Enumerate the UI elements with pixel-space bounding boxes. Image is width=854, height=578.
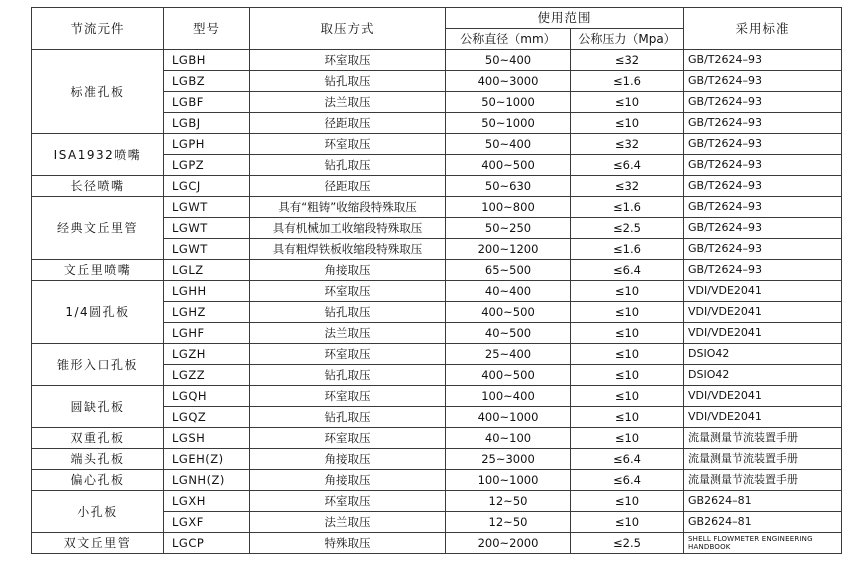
table-row	[32, 470, 842, 491]
model-cell: LGEH(Z)	[164, 449, 250, 470]
diameter-cell: 50~400	[446, 134, 571, 155]
element-name-cell: 文丘里喷嘴	[32, 260, 164, 281]
element-name-cell: 锥形入口孔板	[32, 344, 164, 386]
standard-cell: VDI/VDE2041	[684, 386, 842, 407]
tapping-cell: 径距取压	[250, 176, 446, 197]
pressure-cell: ≤10	[571, 491, 684, 512]
model-cell: LGQZ	[164, 407, 250, 428]
model-cell: LGBF	[164, 92, 250, 113]
tapping-cell: 环室取压	[250, 344, 446, 365]
pressure-cell: ≤6.4	[571, 449, 684, 470]
table-row	[32, 449, 842, 470]
model-cell: LGZZ	[164, 365, 250, 386]
model-cell: LGBH	[164, 50, 250, 71]
pressure-cell: ≤10	[571, 323, 684, 344]
model-cell: LGSH	[164, 428, 250, 449]
tapping-cell: 环室取压	[250, 491, 446, 512]
diameter-cell: 400~500	[446, 365, 571, 386]
model-cell: LGXF	[164, 512, 250, 533]
model-cell: LGHH	[164, 281, 250, 302]
model-cell: LGXH	[164, 491, 250, 512]
diameter-cell: 40~500	[446, 323, 571, 344]
header-diameter: 公称直径（mm）	[446, 29, 571, 50]
diameter-cell: 25~3000	[446, 449, 571, 470]
tapping-cell: 钻孔取压	[250, 71, 446, 92]
standard-cell: GB/T2624–93	[684, 176, 842, 197]
standard-cell: 流量测量节流装置手册	[684, 449, 842, 470]
model-cell: LGZH	[164, 344, 250, 365]
table-row	[32, 533, 842, 554]
standard-cell: GB/T2624–93	[684, 197, 842, 218]
model-cell: LGWT	[164, 197, 250, 218]
standard-cell: VDI/VDE2041	[684, 281, 842, 302]
pressure-cell: ≤2.5	[571, 218, 684, 239]
pressure-cell: ≤1.6	[571, 197, 684, 218]
diameter-cell: 25~400	[446, 344, 571, 365]
pressure-cell: ≤10	[571, 386, 684, 407]
element-name-cell: 双重孔板	[32, 428, 164, 449]
table-row	[32, 134, 842, 155]
model-cell: LGPH	[164, 134, 250, 155]
diameter-cell: 50~630	[446, 176, 571, 197]
standard-cell: VDI/VDE2041	[684, 407, 842, 428]
standard-cell: GB/T2624–93	[684, 113, 842, 134]
tapping-cell: 特殊取压	[250, 533, 446, 554]
diameter-cell: 400~1000	[446, 407, 571, 428]
tapping-cell: 钻孔取压	[250, 155, 446, 176]
diameter-cell: 65~500	[446, 260, 571, 281]
pressure-cell: ≤10	[571, 512, 684, 533]
tapping-cell: 具有粗焊铁板收缩段特殊取压	[250, 239, 446, 260]
element-name-cell: 长径喷嘴	[32, 176, 164, 197]
pressure-cell: ≤32	[571, 176, 684, 197]
standard-cell: GB/T2624–93	[684, 218, 842, 239]
diameter-cell: 100~1000	[446, 470, 571, 491]
table-row	[32, 386, 842, 407]
table-row	[32, 491, 842, 512]
pressure-cell: ≤2.5	[571, 533, 684, 554]
diameter-cell: 200~1200	[446, 239, 571, 260]
standard-cell: GB/T2624–93	[684, 71, 842, 92]
standard-cell: DSIO42	[684, 365, 842, 386]
pressure-cell: ≤10	[571, 302, 684, 323]
tapping-cell: 环室取压	[250, 386, 446, 407]
standard-cell: GB/T2624–93	[684, 134, 842, 155]
diameter-cell: 400~3000	[446, 71, 571, 92]
tapping-cell: 环室取压	[250, 428, 446, 449]
diameter-cell: 50~400	[446, 50, 571, 71]
tapping-cell: 法兰取压	[250, 512, 446, 533]
diameter-cell: 400~500	[446, 302, 571, 323]
tapping-cell: 钻孔取压	[250, 302, 446, 323]
pressure-cell: ≤32	[571, 50, 684, 71]
pressure-cell: ≤6.4	[571, 155, 684, 176]
standard-cell: GB2624–81	[684, 512, 842, 533]
model-cell: LGCJ	[164, 176, 250, 197]
pressure-cell: ≤1.6	[571, 71, 684, 92]
standard-cell: DSIO42	[684, 344, 842, 365]
pressure-cell: ≤1.6	[571, 239, 684, 260]
model-cell: LGCP	[164, 533, 250, 554]
model-cell: LGQH	[164, 386, 250, 407]
standard-cell: GB/T2624–93	[684, 50, 842, 71]
header-row-1	[32, 8, 842, 29]
table-row	[32, 428, 842, 449]
diameter-cell: 40~400	[446, 281, 571, 302]
table-body	[32, 50, 842, 554]
spec-table-container	[31, 7, 842, 554]
pressure-cell: ≤10	[571, 344, 684, 365]
standard-cell: VDI/VDE2041	[684, 302, 842, 323]
model-cell: LGWT	[164, 218, 250, 239]
pressure-cell: ≤10	[571, 365, 684, 386]
pressure-cell: ≤10	[571, 428, 684, 449]
standard-cell: GB/T2624–93	[684, 92, 842, 113]
tapping-cell: 钻孔取压	[250, 407, 446, 428]
element-name-cell: 标准孔板	[32, 50, 164, 134]
table-row	[32, 344, 842, 365]
pressure-cell: ≤10	[571, 92, 684, 113]
throttle-device-spec-table	[31, 7, 842, 554]
element-name-cell: 双文丘里管	[32, 533, 164, 554]
tapping-cell: 角接取压	[250, 470, 446, 491]
diameter-cell: 50~1000	[446, 113, 571, 134]
standard-cell: GB/T2624–93	[684, 239, 842, 260]
pressure-cell: ≤10	[571, 407, 684, 428]
tapping-cell: 角接取压	[250, 260, 446, 281]
model-cell: LGLZ	[164, 260, 250, 281]
element-name-cell: ISA1932喷嘴	[32, 134, 164, 176]
element-name-cell: 经典文丘里管	[32, 197, 164, 260]
tapping-cell: 环室取压	[250, 134, 446, 155]
tapping-cell: 法兰取压	[250, 92, 446, 113]
tapping-cell: 径距取压	[250, 113, 446, 134]
standard-cell: GB/T2624–93	[684, 260, 842, 281]
model-cell: LGPZ	[164, 155, 250, 176]
header-model: 型号	[164, 8, 250, 50]
diameter-cell: 400~500	[446, 155, 571, 176]
standard-cell: GB/T2624–93	[684, 155, 842, 176]
element-name-cell: 小孔板	[32, 491, 164, 533]
diameter-cell: 50~250	[446, 218, 571, 239]
table-row	[32, 176, 842, 197]
standard-cell: VDI/VDE2041	[684, 323, 842, 344]
table-row	[32, 50, 842, 71]
model-cell: LGBJ	[164, 113, 250, 134]
diameter-cell: 40~100	[446, 428, 571, 449]
header-pressure: 公称压力（Mpa）	[571, 29, 684, 50]
table-row	[32, 197, 842, 218]
model-cell: LGWT	[164, 239, 250, 260]
tapping-cell: 法兰取压	[250, 323, 446, 344]
diameter-cell: 12~50	[446, 491, 571, 512]
pressure-cell: ≤32	[571, 134, 684, 155]
diameter-cell: 100~800	[446, 197, 571, 218]
pressure-cell: ≤10	[571, 281, 684, 302]
model-cell: LGBZ	[164, 71, 250, 92]
model-cell: LGHF	[164, 323, 250, 344]
tapping-cell: 环室取压	[250, 50, 446, 71]
element-name-cell: 端头孔板	[32, 449, 164, 470]
standard-cell: SHELL FLOWMETER ENGINEERING HANDBOOK	[684, 533, 842, 554]
model-cell: LGNH(Z)	[164, 470, 250, 491]
header-range: 使用范围	[446, 8, 684, 29]
tapping-cell: 具有“粗铸”收缩段特殊取压	[250, 197, 446, 218]
tapping-cell: 钻孔取压	[250, 365, 446, 386]
standard-cell: 流量测量节流装置手册	[684, 470, 842, 491]
element-name-cell: 1/4圆孔板	[32, 281, 164, 344]
standard-cell: 流量测量节流装置手册	[684, 428, 842, 449]
table-row	[32, 281, 842, 302]
tapping-cell: 环室取压	[250, 281, 446, 302]
diameter-cell: 200~2000	[446, 533, 571, 554]
element-name-cell: 圆缺孔板	[32, 386, 164, 428]
diameter-cell: 12~50	[446, 512, 571, 533]
standard-cell: GB2624–81	[684, 491, 842, 512]
pressure-cell: ≤6.4	[571, 470, 684, 491]
tapping-cell: 具有机械加工收缩段特殊取压	[250, 218, 446, 239]
header-tapping: 取压方式	[250, 8, 446, 50]
table-row	[32, 260, 842, 281]
element-name-cell: 偏心孔板	[32, 470, 164, 491]
diameter-cell: 50~1000	[446, 92, 571, 113]
header-standard: 采用标准	[684, 8, 842, 50]
diameter-cell: 100~400	[446, 386, 571, 407]
header-element: 节流元件	[32, 8, 164, 50]
tapping-cell: 角接取压	[250, 449, 446, 470]
pressure-cell: ≤10	[571, 113, 684, 134]
pressure-cell: ≤6.4	[571, 260, 684, 281]
model-cell: LGHZ	[164, 302, 250, 323]
